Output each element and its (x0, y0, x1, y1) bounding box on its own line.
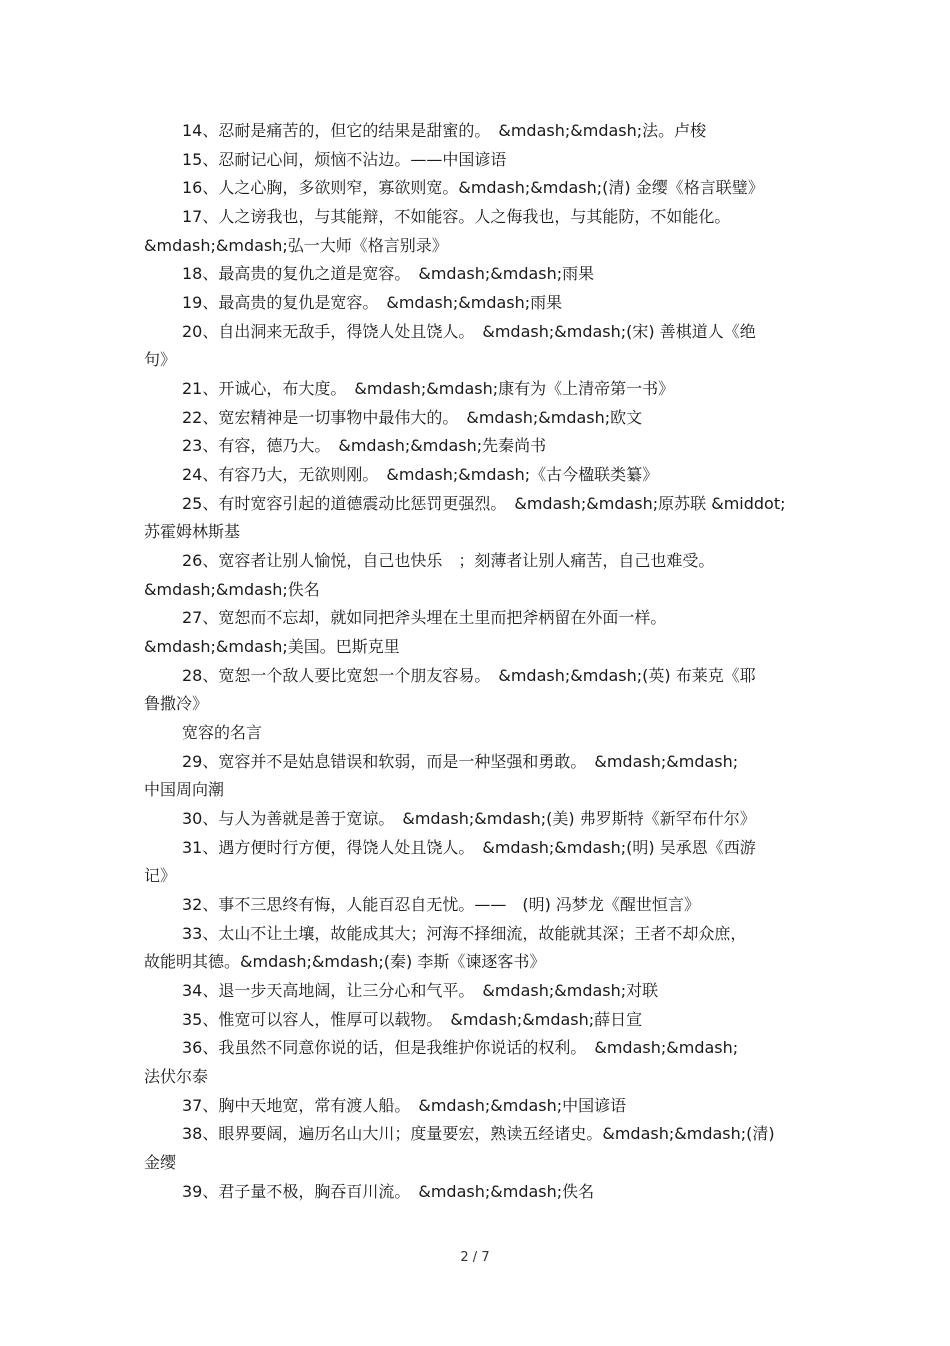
quote-28: 28、宽恕一个敌人要比宽恕一个朋友容易。 &mdash;&mdash;(英) 布莱克《耶 (182, 666, 756, 685)
quote-28-cont: 鲁撒冷》 (144, 694, 209, 713)
quote-26-cont: &mdash;&mdash;佚名 (144, 580, 320, 599)
quote-27: 27、宽恕而不忘却，就如同把斧头埋在土里而把斧柄留在外面一样。 (182, 608, 667, 627)
quote-24: 24、有容乃大，无欲则刚。 &mdash;&mdash;《古今楹联类纂》 (182, 465, 659, 484)
quote-30: 30、与人为善就是善于宽谅。 &mdash;&mdash;(美) 弗罗斯特《新罕布什尔》 (182, 809, 756, 828)
quote-25-cont: 苏霍姆林斯基 (144, 522, 241, 541)
section-heading: 宽容的名言 (182, 723, 263, 742)
quote-25: 25、有时宽容引起的道德震动比惩罚更强烈。 &mdash;&mdash;原苏联 &middot; (182, 494, 786, 513)
page-number: 2 / 7 (460, 1250, 490, 1265)
quote-14: 14、忍耐是痛苦的，但它的结果是甜蜜的。 &mdash;&mdash;法。卢梭 (182, 121, 707, 140)
quote-20-cont: 句》 (144, 350, 177, 369)
quote-39: 39、君子量不极，胸吞百川流。 &mdash;&mdash;佚名 (182, 1182, 595, 1201)
quote-37: 37、胸中天地宽，常有渡人船。 &mdash;&mdash;中国谚语 (182, 1096, 627, 1115)
quote-38-cont: 金缨 (144, 1153, 177, 1172)
quote-16: 16、人之心胸，多欲则窄，寡欲则宽。&mdash;&mdash;(清) 金缨《格言联璧》 (182, 178, 764, 197)
quote-17-cont: &mdash;&mdash;弘一大师《格言别录》 (144, 236, 448, 255)
quote-29-cont: 中国周向潮 (144, 780, 225, 799)
quote-18: 18、最高贵的复仇之道是宽容。 &mdash;&mdash;雨果 (182, 264, 595, 283)
quote-26: 26、宽容者让别人愉悦，自己也快乐 ；刻薄者让别人痛苦，自己也难受。 (182, 551, 715, 570)
quote-34: 34、退一步天高地阔，让三分心和气平。 &mdash;&mdash;对联 (182, 981, 659, 1000)
quote-36-cont: 法伏尔泰 (144, 1067, 209, 1086)
quote-17: 17、人之谤我也，与其能辩，不如能容。人之侮我也，与其能防，不如能化。 (182, 207, 731, 226)
quote-31: 31、遇方便时行方便，得饶人处且饶人。 &mdash;&mdash;(明) 吴承恩《西游 (182, 838, 756, 857)
quote-27-cont: &mdash;&mdash;美国。巴斯克里 (144, 637, 400, 656)
quote-33: 33、太山不让土壤，故能成其大；河海不择细流，故能就其深；王者不却众庶， (182, 924, 747, 943)
quote-15: 15、忍耐记心间，烦恼不沾边。——中国谚语 (182, 150, 507, 169)
quote-29: 29、宽容并不是姑息错误和软弱，而是一种坚强和勇敢。 &mdash;&mdash; (182, 752, 739, 771)
quote-32: 32、事不三思终有悔，人能百忍自无忧。—— (明) 冯梦龙《醒世恒言》 (182, 895, 700, 914)
quote-20: 20、自出洞来无敌手，得饶人处且饶人。 &mdash;&mdash;(宋) 善棋道人《绝 (182, 322, 756, 341)
quote-36: 36、我虽然不同意你说的话，但是我维护你说话的权利。 &mdash;&mdash; (182, 1038, 739, 1057)
quote-33-cont: 故能明其德。&mdash;&mdash;(秦) 李斯《谏逐客书》 (144, 952, 546, 971)
quote-35: 35、惟宽可以容人，惟厚可以载物。 &mdash;&mdash;薛日宣 (182, 1010, 643, 1029)
quote-23: 23、有容，德乃大。 &mdash;&mdash;先秦尚书 (182, 436, 547, 455)
quote-38: 38、眼界要阔，遍历名山大川；度量要宏，熟读五经诸史。&mdash;&mdash;(清) (182, 1124, 775, 1143)
quote-21: 21、开诚心，布大度。 &mdash;&mdash;康有为《上清帝第一书》 (182, 379, 675, 398)
quote-22: 22、宽宏精神是一切事物中最伟大的。 &mdash;&mdash;欧文 (182, 408, 643, 427)
quote-19: 19、最高贵的复仇是宽容。 &mdash;&mdash;雨果 (182, 293, 563, 312)
quote-31-cont: 记》 (144, 866, 177, 885)
